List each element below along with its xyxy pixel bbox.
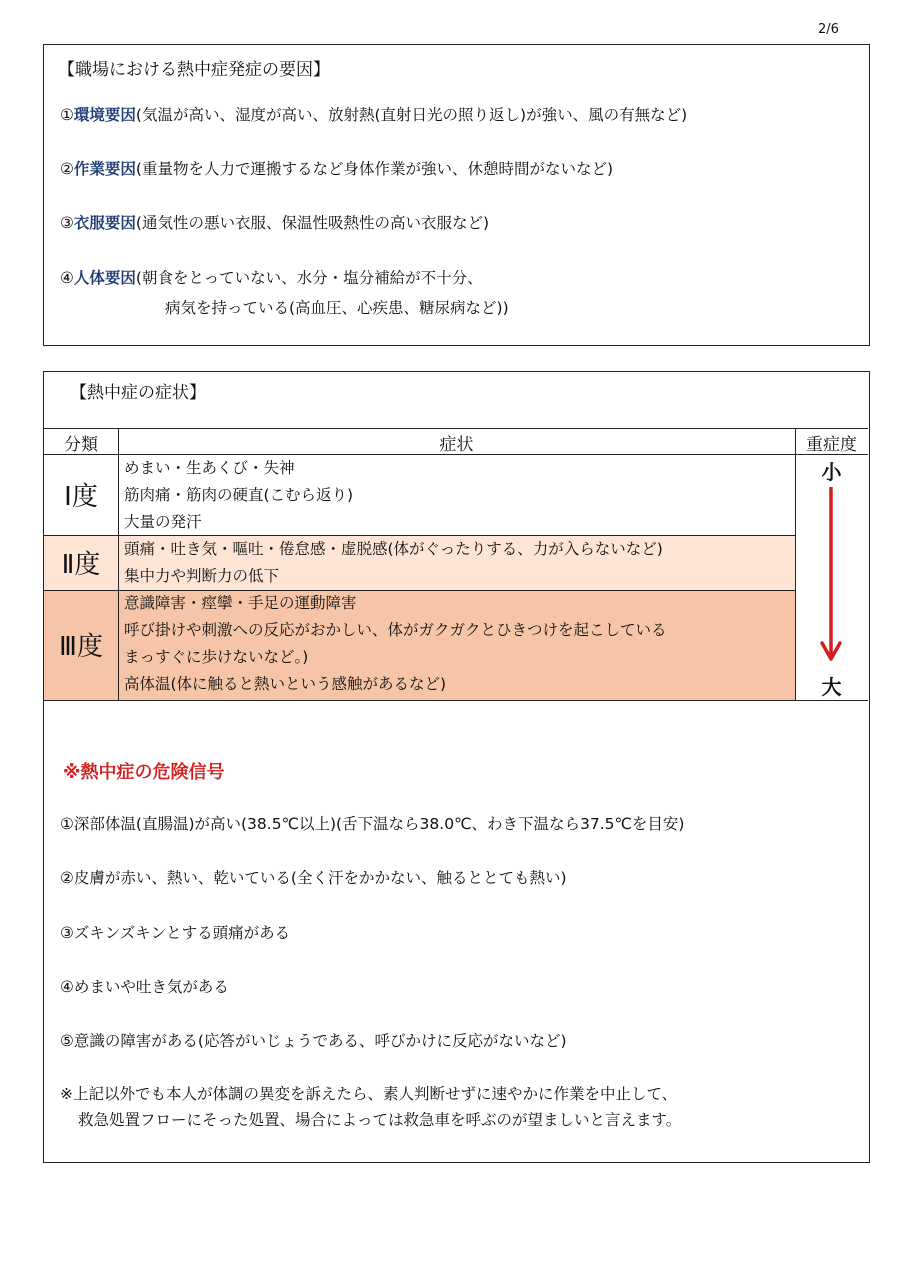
symptoms-box [43,371,870,1163]
page-number: 2/6 [818,22,839,37]
factor-num: ② [60,160,74,178]
grade-1-symptom: 筋肉痛・筋肉の硬直(こむら返り) [124,486,354,504]
factors-title: 【職場における熱中症発症の要因】 [58,60,330,80]
factor-item-work [60,158,613,180]
grade-1-symptom: めまい・生あくび・失神 [124,459,295,477]
severity-low-label: 小 [821,460,842,484]
factor-desc: (朝食をとっていない、水分・塩分補給が不十分、 [135,269,483,287]
danger-sign-item: ④めまいや吐き気がある [60,978,229,996]
grade-2-symptom: 頭痛・吐き気・嘔吐・倦怠感・虚脱感(体がぐったりする、力が入らないなど) [124,540,663,558]
factor-name: 作業要因 [73,160,136,178]
factor-desc: (気温が高い、湿度が高い、放射熱(直射日光の照り返し)が強い、風の有無など) [135,106,688,124]
factor-desc-continued: 病気を持っている(高血圧、心疾患、糖尿病など)) [165,299,509,317]
symptoms-title: 【熱中症の症状】 [70,383,206,403]
factors-box [43,44,870,346]
grade-3-label: Ⅲ度 [59,632,103,662]
grade-2-label: Ⅱ度 [61,550,101,580]
factor-name: 衣服要因 [73,214,136,232]
factor-item-body [60,267,483,289]
grade-1-label: Ⅰ度 [64,482,98,512]
severity-high-label: 大 [821,675,842,699]
danger-sign-item: ⑤意識の障害がある(応答がいじょうである、呼びかけに反応がないなど) [60,1032,567,1050]
factor-item-clothing [60,212,489,234]
table-line [44,428,868,429]
header-category: 分類 [64,435,98,455]
table-line [44,700,868,701]
factor-name: 環境要因 [73,106,136,124]
grade-3-symptom: 呼び掛けや刺激への反応がおかしい、体がガクガクとひきつけを起こしている [124,621,667,639]
grade-3-symptom: まっすぐに歩けないなど。) [124,648,309,666]
factor-num: ④ [60,269,74,287]
danger-title: ※熱中症の危険信号 [63,762,225,783]
symptoms-table [44,428,868,700]
factor-item-environment [60,104,687,126]
factor-desc: (重量物を人力で運搬するなど身体作業が強い、休憩時間がないなど) [135,160,614,178]
danger-sign-item: ③ズキンズキンとする頭痛がある [60,924,291,942]
severity-arrow-icon [795,483,868,673]
factor-num: ③ [60,214,74,232]
grade-3-symptom: 意識障害・痙攣・手足の運動障害 [124,594,357,612]
factor-num: ① [60,106,74,124]
header-symptom: 症状 [439,435,474,455]
grade-2-symptom: 集中力や判断力の低下 [124,567,280,585]
danger-note-line: ※上記以外でも本人が体調の異変を訴えたら、素人判断せずに速やかに作業を中止して、 [60,1085,678,1103]
factor-desc: (通気性の悪い衣服、保温性吸熱性の高い衣服など) [135,214,490,232]
grade-1-symptom: 大量の発汗 [124,513,202,531]
danger-sign-item: ①深部体温(直腸温)が高い(38.5℃以上)(舌下温なら38.0℃、わき下温なら37.5℃を目安) [60,815,685,833]
danger-note-line: 救急処置フローにそった処置、場合によっては救急車を呼ぶのが望ましいと言えます。 [78,1111,682,1129]
grade-3-symptom: 高体温(体に触ると熱いという感触があるなど) [124,675,447,693]
table-line [118,428,119,700]
danger-sign-item: ②皮膚が赤い、熱い、乾いている(全く汗をかかない、触るととても熱い) [60,869,567,887]
header-severity: 重症度 [806,435,857,455]
factor-name: 人体要因 [73,269,136,287]
